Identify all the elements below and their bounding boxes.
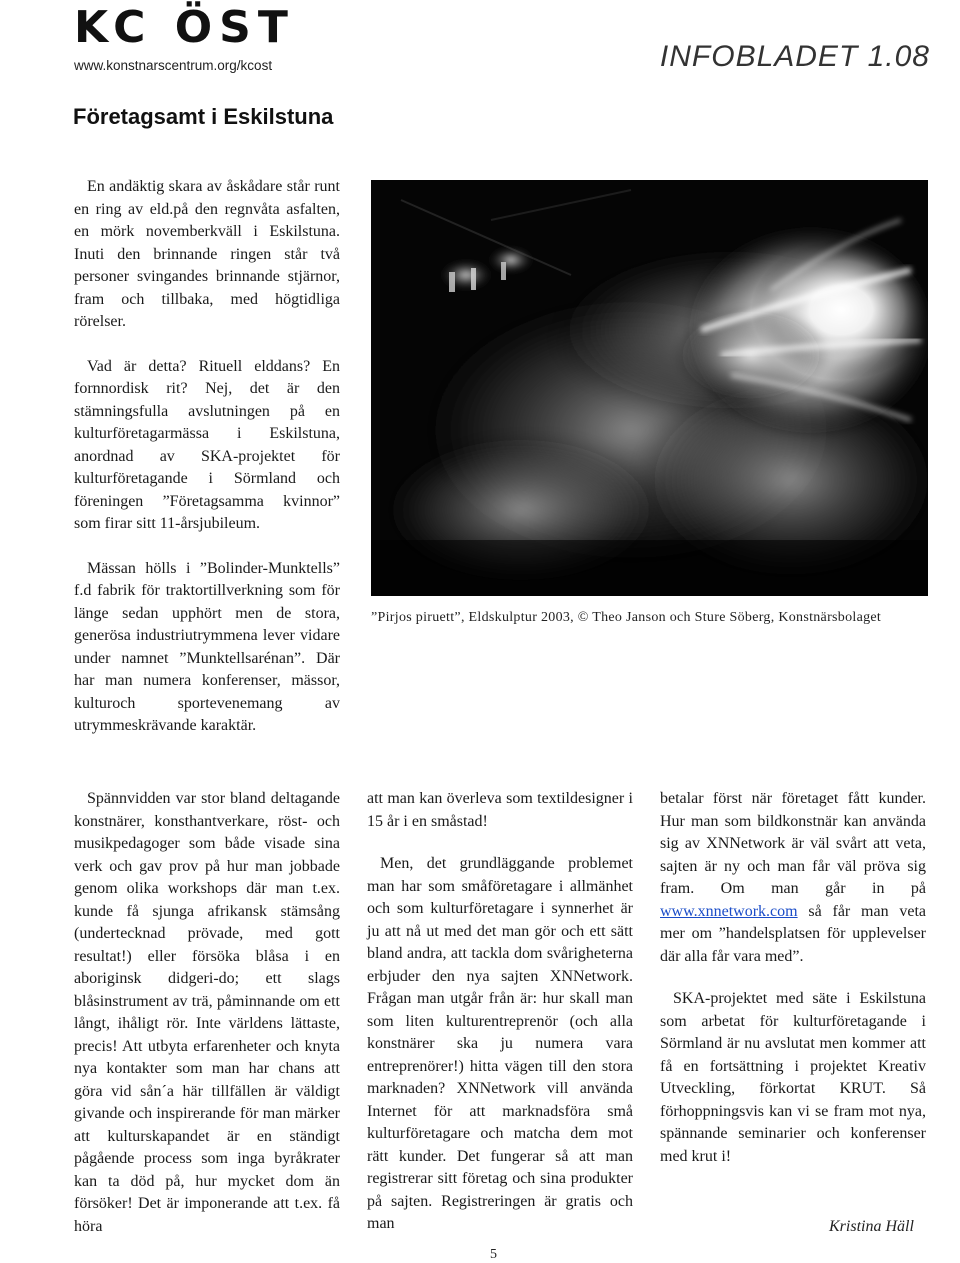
intro-column	[74, 176, 340, 738]
intro-paragraph-1: En andäktig skara av åskådare står runt en ring av eld.på den regnvåta asfalten, en mörk novemberkväll i Eskilstuna. Inuti den brinnande ringen står två personer svingandes brinnande stjärnor, fram och tillbaka, med högtidliga rörelser.	[74, 178, 340, 330]
column-2-paragraph-2: Men, det grundläggande problemet man har som småföretagare i allmänhet och som kulturföretagare i synnerhet är ju att nå ut med det man gör och ett sätt bland andra, att tackla dom svårigheterna erbjuder den nya sajten XNNetwork. Frågan man utgår från är: hur skall man som liten kulturentreprenör (och alla konstnärer ska ju numera vara entreprenörer!) hitta vägen till den stora marknaden? XNNetwork vill använda Internet för att marknadsföra små kulturföretagare och matcha dem mot rätt kunder. Det fungerar så att man registrerar sitt företag och sina produkter på sajten. Registreringen är gratis och man	[367, 855, 633, 1232]
column-2-paragraph-1: att man kan överleva som textildesigner i 15 år i en småstad!	[367, 790, 633, 830]
fire-sculpture-image	[371, 180, 928, 596]
lower-column-1	[74, 788, 340, 1238]
column-3-text-before-link: betalar först när företaget fått kunder. Hur man som bildkonstnär kan använda sig av XNNetwork är väl svårt att veta, sajten är ny och man får väl pröva sig fram. Om man går in på	[660, 790, 926, 897]
photo-caption: ”Pirjos piruett”, Eldskulptur 2003, © Theo Janson och Sture Söberg, Konstnärsbolaget	[371, 610, 882, 625]
author-signature: Kristina Häll	[829, 1218, 914, 1235]
article-title: Företagsamt i Eskilstuna	[73, 104, 334, 129]
xnnetwork-link[interactable]: www.xnnetwork.com	[660, 902, 798, 920]
lower-column-2	[367, 788, 633, 1236]
kc-ost-logo: KC ÖST	[74, 2, 295, 53]
column-3-paragraph-2: SKA-projektet med säte i Eskilstuna som arbetat för kulturföretagande i Sörmland är nu avslutat men kommer att få en fortsättning i projektet Kreativ Utveckling, förkortat KRUT. Så förhoppningsvis kan vi se fram mot nya, spännande seminarier och konferenser med krut i!	[660, 990, 926, 1165]
page-number: 5	[490, 1247, 497, 1262]
lower-column-3	[660, 788, 926, 1168]
issue-label: INFOBLADET 1.08	[659, 40, 930, 73]
column-1-paragraph: Spännvidden var stor bland deltagande konstnärer, konsthantverkare, röst- och musikpedagoger som både visade sina verk och gav prov på hur man jobbade genom olika workshops där man t.ex. kunde få sjunga afrikansk stämsång (undertecknad prövade, med gott resultat!) eller försöka blåsa i en aboriginsk didgeri-do; ett slags blåsinstrument av trä, påminnande om ett långt, ihåligt rör. Inte världens lättaste, precis! Att utbyta erfarenheter och knyta nya kontakter som man har chans att göra vid sån´a här tillfällen är väldigt givande och inspirerande för man märker att kulturskapandet är en ständigt pågående process som inga byråkrater kan ta död på, hur mycket dom än försöker! Det är imponerande att t.ex. få höra	[74, 790, 340, 1235]
column-3-text-after-link: så får man veta mer om ”handelsplatsen för upplevelser där alla får vara med”.	[660, 902, 927, 965]
fire-sculpture-photo	[371, 180, 928, 596]
column-3-paragraph-1	[660, 788, 926, 968]
intro-paragraph-3: Mässan hölls i ”Bolinder-Munktells” f.d fabrik för traktortillverkning som för länge sedan upphört men de stora, generösa industriutrymmena lever vidare under namnet ”Munktellsarénan”. Där har man numera konferenser, mässor, kulturoch sportevenemang av utrymmeskrävande karaktär.	[74, 559, 340, 734]
website-url[interactable]: www.konstnarscentrum.org/kcost	[74, 58, 273, 73]
intro-paragraph-2: Vad är detta? Rituell elddans? En fornnordisk rit? Nej, det är den stämningsfulla avslutningen på en kulturföretagarmässa i Eskilstuna, anordnad av SKA-projektet för kulturföretagande i Sörmland och föreningen ”Företagsamma kvinnor” som firar sitt 11-årsjubileum.	[74, 357, 340, 532]
